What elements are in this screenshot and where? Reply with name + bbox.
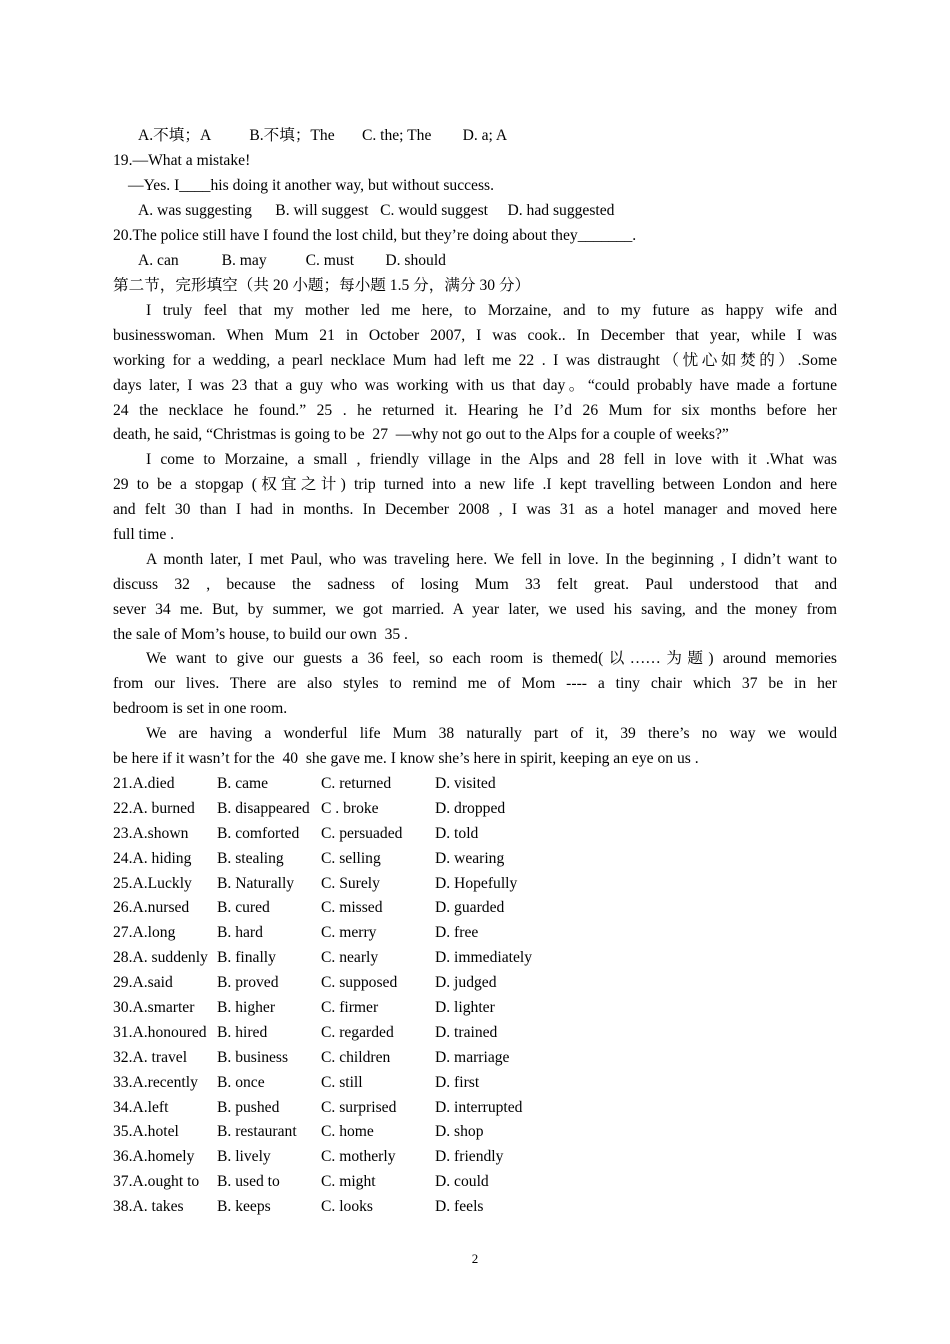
option-row [113, 1195, 837, 1220]
q19-blank: ____ [179, 176, 211, 194]
option-choice: C. missed [321, 899, 383, 917]
option-row [113, 872, 837, 897]
option-choice: 25.A.Luckly [113, 874, 192, 892]
option-row [113, 996, 837, 1021]
option-choice: B. comforted [217, 824, 300, 842]
q20-stem [113, 224, 837, 249]
option-choice: D. wearing [435, 849, 505, 867]
option-choice: 30.A.smarter [113, 999, 195, 1017]
option-row [113, 1021, 837, 1046]
passage-line: and felt 30 than I had in months. In December 2008 , I was 31 as a hotel manager and moved here [113, 501, 837, 519]
page-number: 2 [471, 1251, 479, 1266]
passage-line: from our lives. There are also styles to remind me of Mom ---- a tiny chair which 37 be in her [113, 675, 837, 693]
option-choice: C. persuaded [321, 824, 403, 842]
option-choice: B. lively [217, 1148, 271, 1166]
option-choice: D. first [435, 1073, 480, 1091]
option-choice: C. home [321, 1123, 374, 1141]
option-choice: B. came [217, 775, 269, 792]
q19-stem: 19.—What a mistake! [113, 152, 251, 169]
passage-line: death, he said, “Christmas is going to be 27 —why not go out to the Alps for a couple of weeks?” [113, 426, 729, 444]
option-choice: B. keeps [217, 1198, 271, 1216]
option-choice: D. shop [435, 1123, 484, 1141]
option-choice: C. motherly [321, 1148, 396, 1166]
q19-reply-pre: —Yes. I [128, 176, 180, 194]
option-choice: C. children [321, 1048, 391, 1066]
passage-line: 24 the necklace he found.” 25 . he returned it. Hearing he I’d 26 Mum for six months before her [113, 401, 837, 419]
option-row [113, 1071, 837, 1096]
option-row [113, 1046, 837, 1071]
option-choice: 35.A.hotel [113, 1123, 179, 1141]
passage-line: discuss 32 , because the sadness of losing Mum 33 felt great. Paul understood that and [113, 575, 837, 593]
option-choice: B. stealing [217, 849, 284, 867]
option-choice: C. still [321, 1073, 363, 1091]
option-choice: C. selling [321, 849, 381, 867]
option-row [113, 1120, 837, 1145]
option-choice: C. supposed [321, 974, 398, 992]
option-choice: D. free [435, 924, 479, 942]
q19-block [113, 149, 837, 224]
option-row [113, 822, 837, 847]
option-choice: 34.A.left [113, 1098, 169, 1116]
option-choice: 23.A.shown [113, 824, 189, 842]
option-choice: 21.A.died [113, 775, 175, 792]
passage-line: full time . [113, 526, 175, 544]
option-choice: D. Hopefully [435, 874, 518, 892]
option-choice: D. feels [435, 1198, 484, 1216]
passage-line: businesswoman. When Mum 21 in October 2007, I was cook.. In December that year, while I was [113, 326, 837, 344]
section-title: 第二节，完形填空（共 20 小题；每小题 1.5 分，满分 30 分） [113, 277, 531, 294]
option-row [113, 772, 837, 797]
option-choice: 29.A.said [113, 974, 173, 992]
option-row [113, 1145, 837, 1170]
q20-options: A. can B. may C. must D. should [138, 251, 446, 269]
option-choice: D. could [435, 1173, 489, 1191]
option-choice: 36.A.homely [113, 1148, 195, 1166]
option-choice: B. higher [217, 999, 276, 1017]
option-choice: D. marriage [435, 1048, 510, 1066]
option-choice: C. surprised [321, 1098, 397, 1116]
option-choice: D. interrupted [435, 1098, 523, 1116]
option-choice: B. hired [217, 1023, 268, 1041]
option-row [113, 946, 837, 971]
option-choice: B. pushed [217, 1098, 280, 1116]
option-choice: D. dropped [435, 799, 506, 817]
option-choice: C. might [321, 1173, 376, 1191]
q19-reply-post: his doing it another way, but without success. [210, 176, 495, 194]
option-choice: B. once [217, 1073, 265, 1091]
passage-line: sever 34 me. But, by summer, we got married. A year later, we used his saving, and the money from [113, 600, 837, 618]
option-choice: D. trained [435, 1023, 498, 1041]
option-choice: C. Surely [321, 874, 380, 892]
q18-options: A.不填；A B.不填；The C. the; The D. a; A [138, 127, 508, 144]
option-choice: C. returned [321, 775, 392, 792]
passage-line: We want to give our guests a 36 feel, so each room is themed(以……为题) around memories [146, 650, 837, 668]
option-choice: C. looks [321, 1198, 373, 1216]
option-choice: 22.A. burned [113, 799, 195, 817]
q19-reply [113, 174, 837, 199]
option-choice: C. regarded [321, 1023, 394, 1041]
option-choice: 33.A.recently [113, 1073, 198, 1091]
option-choice: B. disappeared [217, 799, 310, 817]
q20-end: . [632, 227, 637, 244]
q20-blank: _______ [577, 227, 633, 244]
cloze-passage [113, 299, 837, 772]
option-choice: C. merry [321, 924, 377, 942]
option-choice: 37.A.ought to [113, 1173, 200, 1191]
option-row [113, 921, 837, 946]
passage-line: working for a wedding, a pearl necklace Mum had left me 22 . I was distraught（忧心如焚的）.Some [113, 351, 837, 369]
option-choice: C . broke [321, 799, 379, 817]
option-choice: 28.A. suddenly [113, 949, 208, 967]
option-choice: C. firmer [321, 999, 379, 1017]
section-title-block [113, 274, 837, 299]
passage-line: 29 to be a stopgap (权宜之计) trip turned into a new life .I kept travelling between London and here [113, 476, 837, 494]
option-row [113, 971, 837, 996]
option-choice: D. told [435, 824, 479, 842]
option-choice: 31.A.honoured [113, 1023, 207, 1041]
option-choice: B. business [217, 1048, 289, 1066]
option-choice: B. hard [217, 924, 263, 942]
options-list [113, 772, 837, 1220]
option-choice: B. used to [217, 1173, 280, 1191]
option-row [113, 1096, 837, 1121]
option-row [113, 1170, 837, 1195]
option-choice: D. immediately [435, 949, 533, 967]
passage-line: the sale of Mom’s house, to build our own 35 . [113, 625, 408, 643]
passage-line: be here if it wasn’t for the 40 she gave me. I know she’s here in spirit, keeping an eye on us . [113, 750, 699, 768]
option-choice: B. Naturally [217, 874, 295, 892]
option-choice: C. nearly [321, 949, 379, 967]
option-choice: D. visited [435, 775, 496, 792]
option-row [113, 797, 837, 822]
option-choice: 32.A. travel [113, 1048, 188, 1066]
option-choice: 24.A. hiding [113, 849, 192, 867]
q20-block [113, 224, 837, 274]
option-choice: B. restaurant [217, 1123, 297, 1141]
option-choice: D. friendly [435, 1148, 504, 1166]
option-choice: D. judged [435, 974, 497, 992]
option-choice: B. cured [217, 899, 270, 917]
passage-line: I come to Morzaine, a small , friendly village in the Alps and 28 fell in love with it .What was [146, 451, 837, 469]
q19-options: A. was suggesting B. will suggest C. would suggest D. had suggested [138, 201, 615, 219]
option-choice: B. finally [217, 949, 276, 967]
option-row [113, 847, 837, 872]
q18-block [113, 124, 837, 149]
option-choice: D. lighter [435, 999, 495, 1017]
option-choice: D. guarded [435, 899, 505, 917]
option-choice: 27.A.long [113, 924, 176, 942]
passage-line: We are having a wonderful life Mum 38 naturally part of it, 39 there’s no way we would [146, 725, 837, 743]
option-choice: 26.A.nursed [113, 899, 190, 917]
passage-line: bedroom is set in one room. [113, 700, 288, 718]
q20-stem-text: 20.The police still have I found the lost child, but they’re doing about they [113, 227, 578, 244]
passage-line: A month later, I met Paul, who was traveling here. We fell in love. In the beginning , I didn’t want to [146, 550, 837, 568]
passage-line: I truly feel that my mother led me here, to Morzaine, and to my future as happy wife and [146, 302, 837, 319]
option-choice: B. proved [217, 974, 279, 992]
passage-line: days later, I was 23 that a guy who was working with us that day。“could probably have made a fortune [113, 376, 837, 394]
option-choice: 38.A. takes [113, 1198, 184, 1216]
option-row [113, 896, 837, 921]
